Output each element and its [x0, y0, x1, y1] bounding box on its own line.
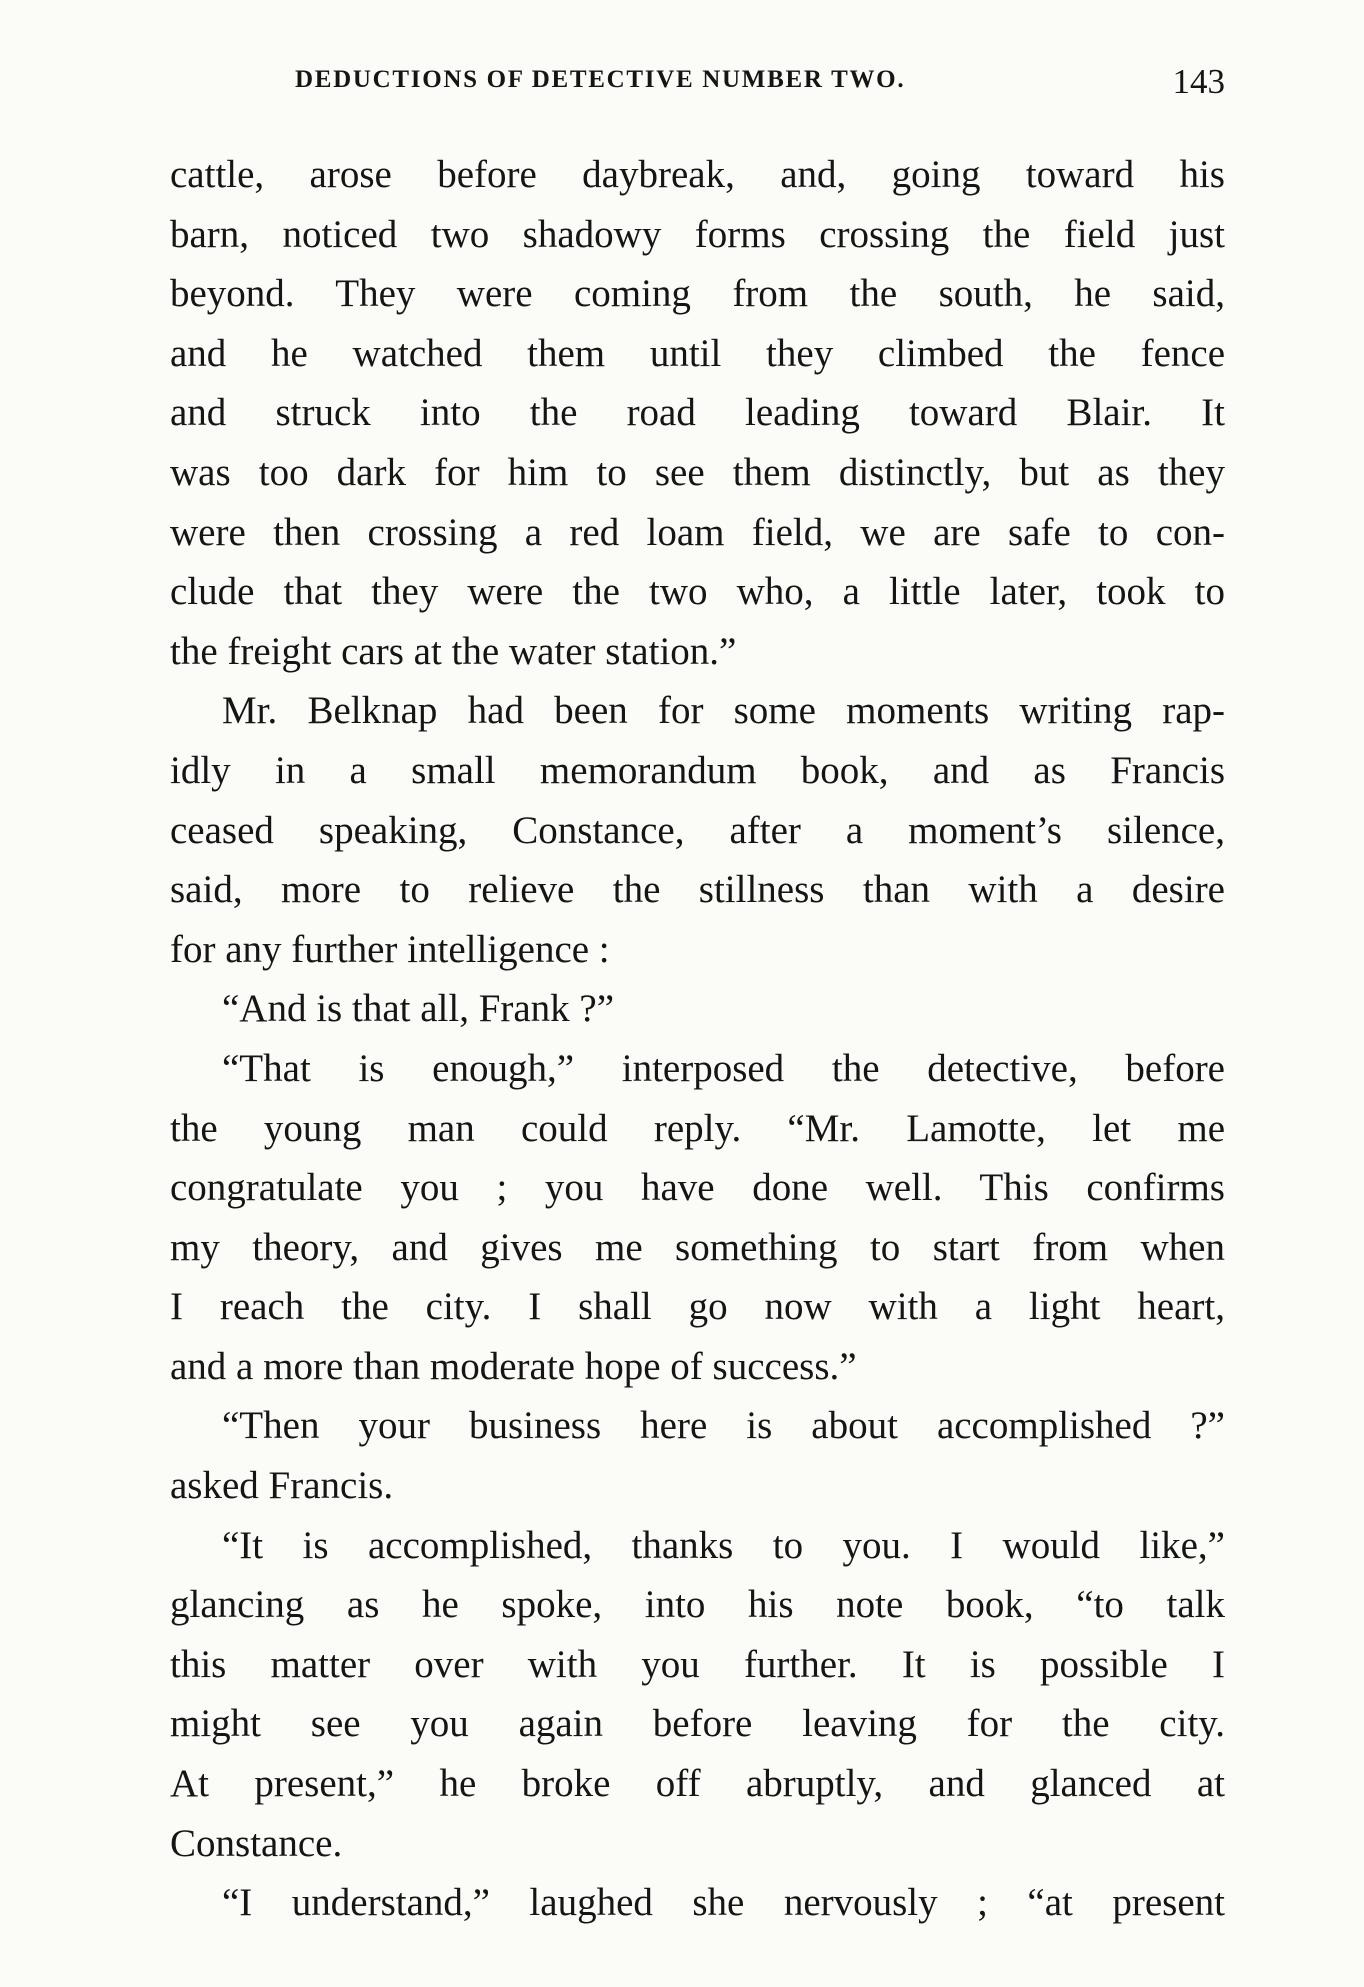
text-line: idly in a small memorandum book, and as Francis — [170, 748, 1225, 792]
text-line: “Then your business here is about accomplished ?” — [222, 1404, 1225, 1448]
text-line: glancing as he spoke, into his note book, “to talk — [170, 1583, 1225, 1627]
text-line: and a more than moderate hope of success.” — [170, 1344, 857, 1388]
text-line: were then crossing a red loam field, we are safe to con- — [170, 510, 1225, 554]
text-line: asked Francis. — [170, 1464, 394, 1508]
text-line: Constance. — [170, 1821, 343, 1865]
text-line: the young man could reply. “Mr. Lamotte, let me — [170, 1106, 1225, 1150]
running-title: DEDUCTIONS OF DETECTIVE NUMBER TWO. — [295, 66, 906, 93]
text-line: ceased speaking, Constance, after a moment’s silence, — [170, 808, 1225, 852]
text-line: the freight cars at the water station.” — [170, 629, 737, 673]
page-number: 143 — [1172, 62, 1225, 101]
text-line: was too dark for him to see them distinctly, but as they — [170, 450, 1225, 494]
text-line: “And is that all, Frank ?” — [222, 987, 615, 1031]
text-line: and he watched them until they climbed the fence — [170, 331, 1225, 375]
text-line: At present,” he broke off abruptly, and glanced at — [170, 1762, 1225, 1806]
text-line: might see you again before leaving for the city. — [170, 1702, 1225, 1746]
text-line: for any further intelligence : — [170, 927, 610, 971]
running-head — [170, 62, 1225, 106]
body-text — [170, 145, 1225, 1933]
text-line: clude that they were the two who, a little later, took to — [170, 570, 1225, 614]
text-line: “I understand,” laughed she nervously ; “at present — [222, 1881, 1225, 1925]
text-line: congratulate you ; you have done well. This confirms — [170, 1166, 1225, 1210]
text-line: “That is enough,” interposed the detective, before — [222, 1046, 1225, 1090]
text-line: “It is accomplished, thanks to you. I would like,” — [222, 1523, 1225, 1567]
text-line: beyond. They were coming from the south, he said, — [170, 272, 1225, 316]
text-line: my theory, and gives me something to start from when — [170, 1225, 1225, 1269]
text-line: barn, noticed two shadowy forms crossing the field just — [170, 212, 1225, 256]
text-line: Mr. Belknap had been for some moments writing rap- — [222, 689, 1225, 733]
text-line: said, more to relieve the stillness than with a desire — [170, 868, 1225, 912]
text-line: this matter over with you further. It is possible I — [170, 1642, 1225, 1686]
text-line: I reach the city. I shall go now with a light heart, — [170, 1285, 1225, 1329]
text-line: cattle, arose before daybreak, and, going toward his — [170, 153, 1225, 196]
text-line: and struck into the road leading toward Blair. It — [170, 391, 1225, 435]
